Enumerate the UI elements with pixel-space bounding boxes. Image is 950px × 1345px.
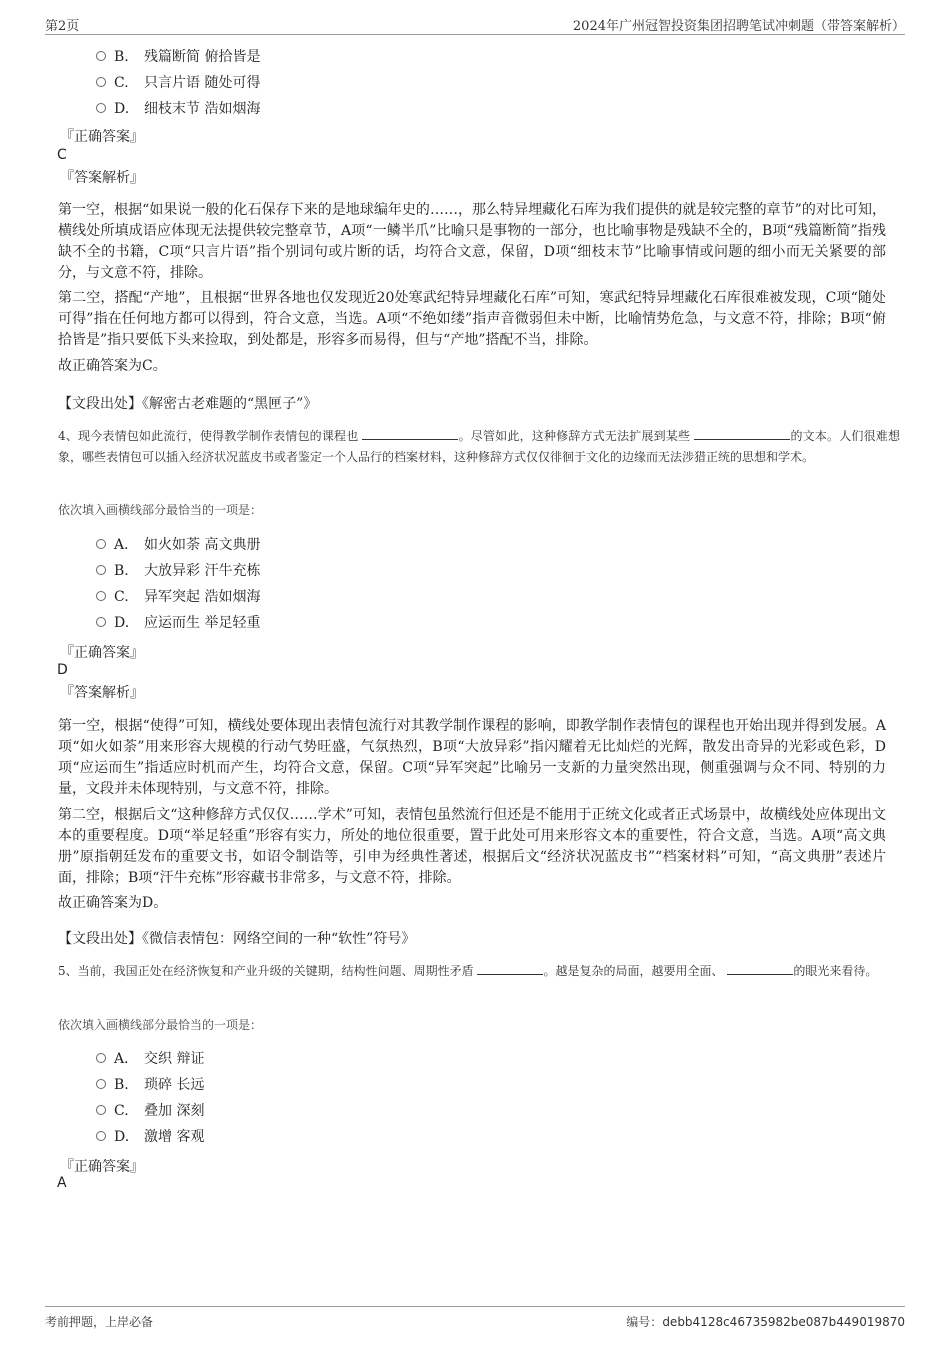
footer-slogan: 考前押题，上岸必备 bbox=[45, 1315, 154, 1329]
option-text: 琐碎 长远 bbox=[144, 1077, 205, 1093]
correct-answer-label: 『正确答案』 bbox=[60, 1159, 144, 1175]
radio-icon[interactable] bbox=[96, 539, 106, 549]
option-text: 只言片语 随处可得 bbox=[144, 75, 261, 91]
radio-icon[interactable] bbox=[96, 77, 106, 87]
fill-blank bbox=[362, 427, 458, 440]
analysis-label: 『答案解析』 bbox=[60, 170, 144, 186]
question-stem: 5、当前，我国正处在经济恢复和产业升级的关键期，结构性问题、周期性矛盾 。越是复杂的局面，越要用全面、 的眼光来看待。 bbox=[58, 964, 878, 978]
radio-icon[interactable] bbox=[96, 1131, 106, 1141]
option-text: 异军突起 浩如烟海 bbox=[144, 589, 261, 605]
option-text: 残篇断简 俯拾皆是 bbox=[144, 49, 261, 65]
option-text: 细枝末节 浩如烟海 bbox=[144, 101, 261, 117]
source-citation: 【文段出处】《微信表情包：网络空间的一种“软性”符号》 bbox=[58, 931, 416, 947]
radio-icon[interactable] bbox=[96, 1105, 106, 1115]
analysis-paragraph: 第一空，根据“使得”可知，横线处要体现出表情包流行对其教学制作课程的影响，即教学制作表情包的课程也开始出现并得到发展。A项“如火如荼”用来形容大规模的行动气势旺盛，气氛热烈，B项“大放异彩”指闪耀着无比灿烂的光辉，散发出奇异的光彩或色彩，D项“应运而生”指适应时机而产生，均符合文意，保留。C项“异军突起”比喻另一支新的力量突然出现，侧重强调与众不同、特别的力量，文段并未体现特别，与文意不符，排除。 bbox=[58, 718, 886, 797]
question-stem: 4、现今表情包如此流行，使得教学制作表情包的课程也 。尽管如此，这种修辞方式无法扩展到某些 的文本。人们很难想象，哪些表情包可以插入经济状况蓝皮书或者鉴定一个人品行的档案材料，这种修辞方式仅仅徘徊于文化的边缘而无法涉猎正统的思想和学术。 bbox=[58, 429, 900, 464]
option-c[interactable]: C. 只言片语 随处可得 bbox=[96, 73, 260, 93]
source-citation: 【文段出处】《解密古老难题的“黑匣子”》 bbox=[58, 396, 318, 412]
correct-answer: D bbox=[57, 662, 68, 678]
analysis-paragraph: 第一空，根据“如果说一般的化石保存下来的是地球编年史的……，那么特异埋藏化石库为我们提供的就是较完整的章节”的对比可知，横线处所填成语应体现无法提供较完整章节，A项“一鳞半爪”比喻只是事物的一部分，也比喻事物是残缺不全的，B项“残篇断简”指残缺不全的书籍，C项“只言片语”指个别词句或片断的话，均符合文意，保留，D项“细枝末节”比喻事情或问题的细小而无关紧要的部分，与文意不符，排除。 bbox=[58, 202, 886, 281]
option-text: 叠加 深刻 bbox=[144, 1103, 205, 1119]
radio-icon[interactable] bbox=[96, 51, 106, 61]
analysis-label: 『答案解析』 bbox=[60, 685, 144, 701]
option-text: 如火如荼 高文典册 bbox=[144, 537, 261, 553]
correct-answer: C bbox=[57, 147, 67, 163]
option-text: 大放异彩 汗牛充栋 bbox=[144, 563, 261, 579]
question-instruction: 依次填入画横线部分最恰当的一项是： bbox=[58, 503, 263, 517]
radio-icon[interactable] bbox=[96, 1053, 106, 1063]
option-c[interactable]: C. 异军突起 浩如烟海 bbox=[96, 587, 260, 607]
page-footer bbox=[45, 1306, 905, 1329]
question-instruction: 依次填入画横线部分最恰当的一项是： bbox=[58, 1018, 263, 1032]
correct-answer-label: 『正确答案』 bbox=[60, 129, 144, 145]
option-d[interactable]: D. 激增 客观 bbox=[96, 1127, 204, 1147]
page-header bbox=[45, 12, 905, 35]
radio-icon[interactable] bbox=[96, 591, 106, 601]
correct-answer: A bbox=[57, 1175, 67, 1191]
radio-icon[interactable] bbox=[96, 103, 106, 113]
radio-icon[interactable] bbox=[96, 565, 106, 575]
fill-blank bbox=[727, 962, 793, 975]
fill-blank bbox=[694, 427, 790, 440]
document-code: 编号：debb4128c46735982be087b449019870 bbox=[626, 1315, 905, 1329]
option-text: 应运而生 举足轻重 bbox=[144, 615, 261, 631]
conclusion: 故正确答案为D。 bbox=[58, 895, 168, 911]
document-title: 2024年广州冠智投资集团招聘笔试冲刺题（带答案解析） bbox=[572, 19, 905, 34]
fill-blank bbox=[477, 962, 543, 975]
correct-answer-label: 『正确答案』 bbox=[60, 645, 144, 661]
conclusion: 故正确答案为C。 bbox=[58, 358, 167, 374]
option-c[interactable]: C. 叠加 深刻 bbox=[96, 1101, 204, 1121]
page-number: 第2页 bbox=[45, 19, 80, 34]
option-d[interactable]: D. 细枝末节 浩如烟海 bbox=[96, 99, 260, 119]
radio-icon[interactable] bbox=[96, 1079, 106, 1089]
option-text: 交织 辩证 bbox=[144, 1051, 205, 1067]
option-b[interactable]: B. 大放异彩 汗牛充栋 bbox=[96, 561, 260, 581]
option-b[interactable]: B. 琐碎 长远 bbox=[96, 1075, 204, 1095]
option-a[interactable]: A． 如火如荼 高文典册 bbox=[96, 535, 260, 555]
radio-icon[interactable] bbox=[96, 617, 106, 627]
analysis-paragraph: 第二空，搭配“产地”，且根据“世界各地也仅发现近20处寒武纪特异埋藏化石库”可知，寒武纪特异埋藏化石库很难被发现，C项“随处可得”指在任何地方都可以得到，符合文意，当选。A项“不绝如缕”指声音微弱但未中断，比喻情势危急，与文意不符，排除；B项“俯拾皆是”指只要低下头来捡取，到处都是，形容多而易得，但与“产地”搭配不当，排除。 bbox=[58, 290, 886, 348]
option-a[interactable]: A． 交织 辩证 bbox=[96, 1049, 204, 1069]
option-b[interactable]: B. 残篇断简 俯拾皆是 bbox=[96, 47, 260, 67]
option-d[interactable]: D. 应运而生 举足轻重 bbox=[96, 613, 260, 633]
analysis-paragraph: 第二空，根据后文“这种修辞方式仅仅……学术”可知，表情包虽然流行但还是不能用于正统文化或者正式场景中，故横线处应体现出文本的重要程度。D项“举足轻重”形容有实力，所处的地位很重要，置于此处可用来形容文本的重要性，符合文意，当选。A项“高文典册”原指朝廷发布的重要文书，如诏令制诰等，引申为经典性著述，根据后文“经济状况蓝皮书”“档案材料”可知，“高文典册”表述片面，排除；B项“汗牛充栋”形容藏书非常多，与文意不符，排除。 bbox=[58, 807, 886, 886]
option-text: 激增 客观 bbox=[144, 1129, 205, 1145]
